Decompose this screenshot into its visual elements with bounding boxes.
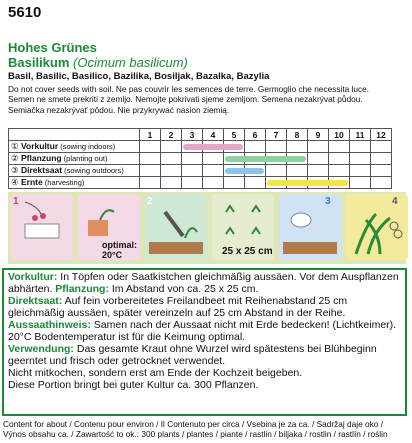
month-cell xyxy=(140,153,161,165)
step-planting xyxy=(145,194,207,260)
cover-warning xyxy=(8,84,408,115)
schedule-row-label xyxy=(9,141,140,153)
step-direct-sowing xyxy=(279,194,341,260)
schedule-row xyxy=(9,165,392,177)
month-cell xyxy=(182,165,203,177)
row-subtitle: (planting out) xyxy=(61,154,108,163)
subtitle-name: Basilikum xyxy=(8,55,70,70)
row-subtitle: (sowing outdoors) xyxy=(62,166,124,175)
month-cell xyxy=(182,153,203,165)
instruction-direktsaat xyxy=(8,295,401,319)
month-label: 12 xyxy=(371,129,392,141)
instruction-key: Vorkultur: xyxy=(8,271,58,283)
month-label: 7 xyxy=(266,129,287,141)
month-cell xyxy=(224,153,245,165)
month-cell xyxy=(245,153,266,165)
month-cell xyxy=(329,165,350,177)
instruction-text: Im Abstand von ca. 25 x 25 cm. xyxy=(108,283,259,295)
instruction-vorkultur xyxy=(8,271,401,295)
month-cell xyxy=(287,177,308,189)
month-cell xyxy=(308,153,329,165)
month-label: 8 xyxy=(287,129,308,141)
month-cell xyxy=(224,177,245,189)
warning-line: Semen ne smete prekriti z zemljo. Nemojte pokrivati sjeme zemljom. Semena nezakrývat půdou. xyxy=(8,94,363,105)
row-title: Direktsaat xyxy=(20,165,63,175)
row-subtitle: (sowing indoors) xyxy=(58,142,116,151)
trowel-plant-icon xyxy=(145,194,207,260)
month-label: 5 xyxy=(224,129,245,141)
month-cell xyxy=(161,165,182,177)
instruction-text: In Töpfen oder Saatkistchen gleichmäßig aussäen. Vor dem Auspflanzen abhärten. xyxy=(8,271,399,295)
month-cell xyxy=(161,141,182,153)
instruction-verwendung xyxy=(8,343,401,367)
month-cell xyxy=(308,177,329,189)
instruction-key: Direktsaat: xyxy=(8,295,63,307)
month-label: 10 xyxy=(329,129,350,141)
month-cell xyxy=(287,165,308,177)
month-cell xyxy=(140,165,161,177)
month-cell xyxy=(350,165,371,177)
seed-tray-icon xyxy=(11,194,73,260)
product-subtitle xyxy=(8,55,188,70)
instruction-key: Pflanzung: xyxy=(55,283,109,295)
month-label: 4 xyxy=(203,129,224,141)
month-label: 9 xyxy=(308,129,329,141)
instruction-text: Auf fein vorbereitetes Freilandbeet mit Reihenabstand 25 cm gleichmäßig aussäen, später vereinzeln auf 25 cm Abstand in der Reihe. xyxy=(8,295,348,319)
month-cell xyxy=(266,141,287,153)
step-number: 3 xyxy=(325,196,331,207)
month-cell xyxy=(287,141,308,153)
step-icon: ③ xyxy=(11,165,21,175)
schedule-row-label xyxy=(9,153,140,165)
instruction-aussaat xyxy=(8,319,401,343)
instruction-text: Samen nach der Aussaat nicht mit Erde bedecken! (Lichtkeimer). 20°C Bodentemperatur ist für die Keimung optimal. xyxy=(8,319,397,343)
schedule-row xyxy=(9,177,392,189)
schedule-row-label xyxy=(9,177,140,189)
month-cell xyxy=(203,141,224,153)
step-icon: ② xyxy=(11,153,21,163)
month-cell xyxy=(224,165,245,177)
warning-line: Do not cover seeds with soil. Ne pas couvrir les semences de terre. Germoglio che necessita luce. xyxy=(8,84,370,94)
month-cell xyxy=(266,177,287,189)
step-germination xyxy=(78,194,140,260)
footer-line: Výnos obsahu ca. / Zawartość to ok.: 300 plants / plantes / piante / rastlin / biljaka / rostlin / rastlín / roślin xyxy=(3,429,388,440)
pictogram-strip xyxy=(8,192,406,264)
row-title: Pflanzung xyxy=(20,153,62,163)
footer-line: Content for about / Contenu pour environ / Il Contenuto per circa / Vsebina je za ca. / Sadržaj daje oko / xyxy=(3,419,384,429)
month-cell xyxy=(308,141,329,153)
month-cell xyxy=(203,177,224,189)
month-cell xyxy=(224,141,245,153)
month-cell xyxy=(182,141,203,153)
instruction-portion: Diese Portion bringt bei guter Kultur ca. 300 Pflanzen. xyxy=(8,379,259,391)
month-label: 3 xyxy=(182,129,203,141)
scissors-basil-icon xyxy=(346,194,408,260)
month-cell xyxy=(329,177,350,189)
month-label: 2 xyxy=(161,129,182,141)
month-cell xyxy=(371,153,392,165)
month-label: 6 xyxy=(245,129,266,141)
latin-name: (Ocimum basilicum) xyxy=(73,55,188,70)
month-cell xyxy=(245,141,266,153)
sowing-schedule xyxy=(8,128,392,189)
step-icon: ① xyxy=(11,141,21,151)
hand-sowing-icon xyxy=(279,194,341,260)
step-number: 4 xyxy=(392,196,398,207)
month-cell xyxy=(203,165,224,177)
row-title: Vorkultur xyxy=(20,141,59,151)
instruction-cook: Nicht mitkochen, sondern erst am Ende der Kochzeit beigeben. xyxy=(8,367,303,379)
step-sowing-indoors xyxy=(11,194,73,260)
temperature-label: optimal: 20°C xyxy=(102,240,137,260)
instruction-text: Das gesamte Kraut ohne Wurzel wird spätestens bei Blühbeginn geerntet und frisch oder getrocknet verwendet. xyxy=(8,343,377,367)
month-cell xyxy=(182,177,203,189)
schedule-header xyxy=(9,129,392,141)
step-number: 2 xyxy=(147,196,153,207)
step-number: 1 xyxy=(13,196,19,207)
schedule-row xyxy=(9,141,392,153)
month-cell xyxy=(287,153,308,165)
content-footer xyxy=(3,419,409,440)
step-spacing xyxy=(212,194,274,260)
month-cell xyxy=(140,177,161,189)
month-cell xyxy=(161,177,182,189)
month-label: 11 xyxy=(350,129,371,141)
month-cell xyxy=(245,177,266,189)
schedule-row-label xyxy=(9,165,140,177)
schedule-row xyxy=(9,153,392,165)
month-cell xyxy=(329,153,350,165)
row-title: Ernte xyxy=(20,177,43,187)
row-subtitle: (harvesting) xyxy=(42,178,85,187)
schedule-corner xyxy=(9,129,140,141)
product-title: Hohes Grünes xyxy=(8,40,97,55)
translations: Basil, Basilic, Basilico, Bazilika, Bosiljak, Bazalka, Bazylia xyxy=(8,71,270,82)
instruction-key: Verwendung: xyxy=(8,343,74,355)
instruction-key: Aussaathinweis: xyxy=(8,319,91,331)
month-cell xyxy=(203,153,224,165)
spacing-label: 25 x 25 cm xyxy=(222,246,273,257)
month-cell xyxy=(308,165,329,177)
month-cell xyxy=(140,141,161,153)
month-cell xyxy=(329,141,350,153)
warning-line: Semiačka nezakrývať pôdou. Nie przykrywać nasion ziemią. xyxy=(8,104,230,115)
month-cell xyxy=(371,165,392,177)
month-cell xyxy=(350,153,371,165)
month-cell xyxy=(161,153,182,165)
month-cell xyxy=(371,177,392,189)
growing-instructions xyxy=(2,268,407,416)
month-cell xyxy=(350,177,371,189)
step-icon: ④ xyxy=(11,177,21,187)
month-label: 1 xyxy=(140,129,161,141)
month-cell xyxy=(245,165,266,177)
month-cell xyxy=(371,141,392,153)
product-code: 5610 xyxy=(8,4,42,21)
step-harvest xyxy=(346,194,408,260)
month-cell xyxy=(266,153,287,165)
month-cell xyxy=(350,141,371,153)
month-cell xyxy=(266,165,287,177)
